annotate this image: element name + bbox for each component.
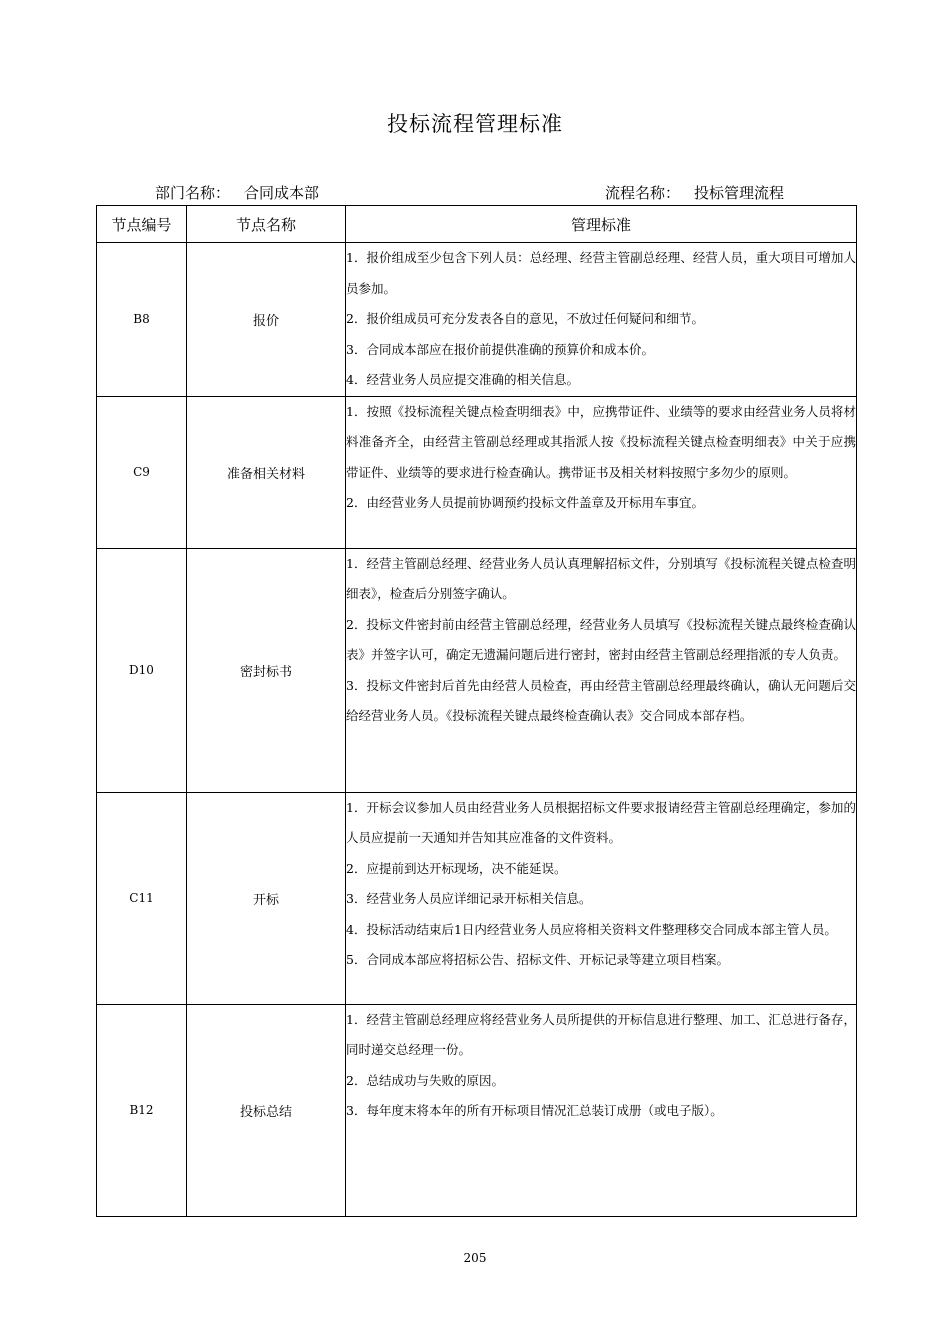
- department-value: 合同成本部: [244, 184, 320, 202]
- standard-item: 4．投标活动结束后1日内经营业务人员应将相关资料文件整理移交合同成本部主管人员。: [346, 921, 837, 937]
- standard-item: 5．合同成本部应将招标公告、招标文件、开标记录等建立项目档案。: [346, 952, 729, 967]
- node-name: 密封标书: [187, 548, 346, 792]
- table-row: [97, 1004, 857, 1216]
- table-row: [97, 243, 857, 397]
- standards-table: [96, 205, 857, 1217]
- node-code: C11: [97, 792, 187, 1004]
- node-name: 投标总结: [187, 1004, 346, 1216]
- standard-item: 1．经营主管副总经理应将经营业务人员所提供的开标信息进行整理、加工、汇总进行备存，同时递交总经理一份。: [346, 1011, 856, 1057]
- document-title: 投标流程管理标准: [387, 112, 563, 136]
- node-code: D10: [97, 548, 187, 792]
- header-node-code: 节点编号: [97, 206, 187, 243]
- standard-cell: [346, 548, 857, 792]
- node-code: C9: [97, 396, 187, 548]
- table-row: [97, 792, 857, 1004]
- header-management-standard: 管理标准: [346, 206, 857, 243]
- process-value: 投标管理流程: [694, 184, 785, 202]
- standard-item: 2．由经营业务人员提前协调预约投标文件盖章及开标用车事宜。: [346, 495, 704, 510]
- standard-item: 1．经营主管副总经理、经营业务人员认真理解招标文件，分别填写《投标流程关键点检查明细表》，检查后分别签字确认。: [346, 555, 856, 601]
- standard-item: 3．经营业务人员应详细记录开标相关信息。: [346, 891, 592, 906]
- standard-item: 2．应提前到达开标现场，决不能延误。: [346, 860, 567, 876]
- department-info: [155, 182, 319, 203]
- standard-cell: [346, 396, 857, 548]
- standard-item: 1．报价组成至少包含下列人员：总经理、经营主管副总经理、经营人员，重大项目可增加人员参加。: [346, 250, 856, 296]
- node-code: B8: [97, 243, 187, 397]
- process-info: [605, 182, 784, 203]
- header-node-name: 节点名称: [187, 206, 346, 243]
- process-label: 流程名称：: [605, 184, 681, 202]
- standard-item: 1．开标会议参加人员由经营业务人员根据招标文件要求报请经营主管副总经理确定，参加的人员应提前一天通知并告知其应准备的文件资料。: [346, 799, 856, 845]
- department-label: 部门名称：: [155, 184, 231, 202]
- standard-cell: [346, 243, 857, 397]
- page-number: 205: [463, 1251, 487, 1265]
- standard-item: 4．经营业务人员应提交准确的相关信息。: [346, 372, 579, 387]
- standard-item: 3．投标文件密封后首先由经营人员检查，再由经营主管副总经理最终确认，确认无问题后交给经营业务人员。《投标流程关键点最终检查确认表》交合同成本部存档。: [346, 677, 856, 723]
- node-name: 开标: [187, 792, 346, 1004]
- node-name: 准备相关材料: [187, 396, 346, 548]
- table-header-row: [97, 206, 857, 243]
- table-row: [97, 396, 857, 548]
- standard-cell: [346, 1004, 857, 1216]
- standard-cell: [346, 792, 857, 1004]
- node-code: B12: [97, 1004, 187, 1216]
- standard-item: 2．投标文件密封前由经营主管副总经理，经营业务人员填写《投标流程关键点最终检查确认表》并签字认可，确定无遗漏问题后进行密封，密封由经营主管副总经理指派的专人负责。: [346, 616, 856, 662]
- table-row: [97, 548, 857, 792]
- standard-item: 2．报价组成员可充分发表各自的意见，不放过任何疑问和细节。: [346, 311, 704, 326]
- node-name: 报价: [187, 243, 346, 397]
- standard-item: 3．合同成本部应在报价前提供准确的预算价和成本价。: [346, 341, 654, 357]
- standard-item: 3．每年度末将本年的所有开标项目情况汇总装订成册（或电子版）。: [346, 1103, 723, 1118]
- standard-item: 1．按照《投标流程关键点检查明细表》中，应携带证件、业绩等的要求由经营业务人员将材料准备齐全，由经营主管副总经理或其指派人按《投标流程关键点检查明细表》中关于应携带证件、业绩等的要求进行检查确认。携带证书及相关材料按照宁多勿少的原则。: [346, 403, 856, 480]
- standard-item: 2．总结成功与失败的原因。: [346, 1072, 504, 1088]
